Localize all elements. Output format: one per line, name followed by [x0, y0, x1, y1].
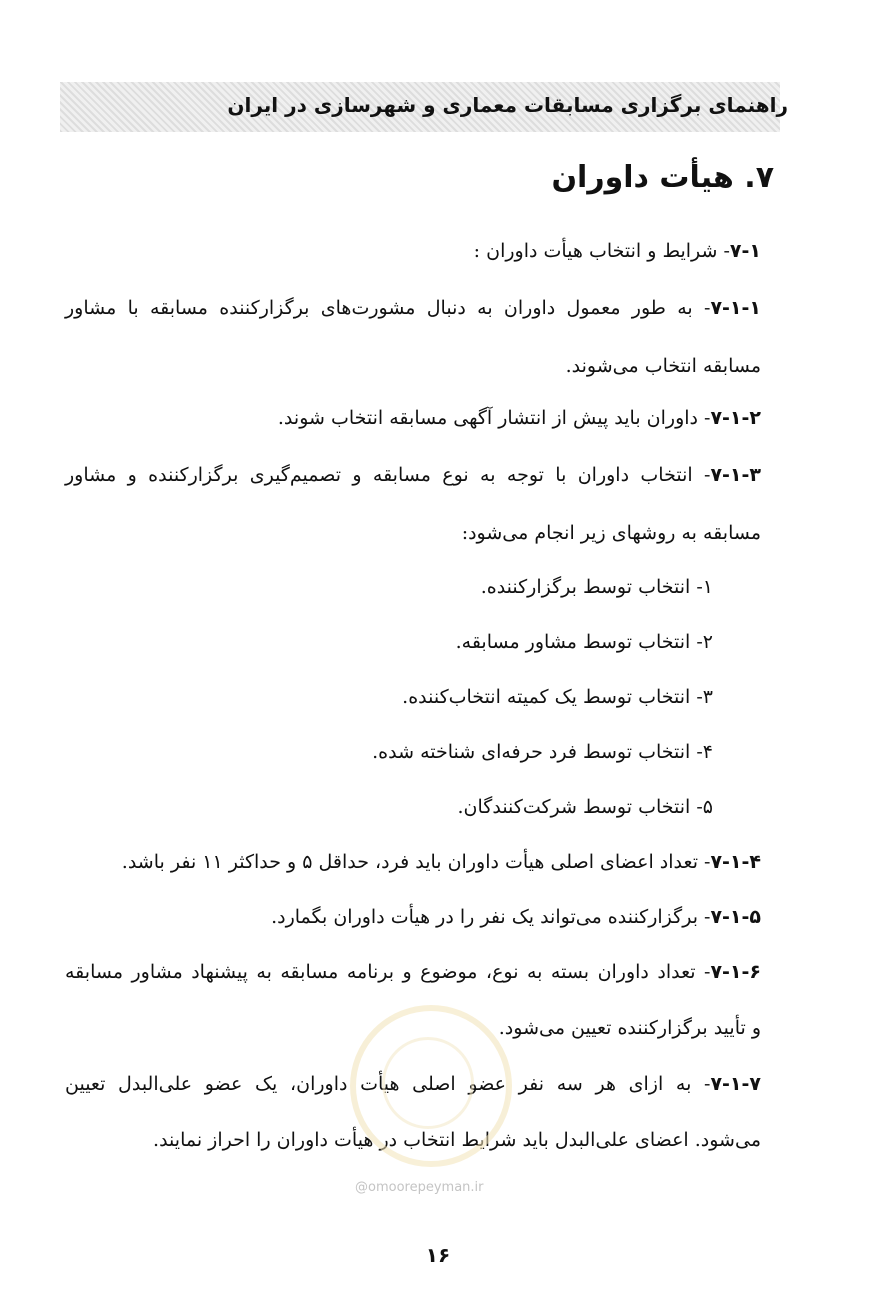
method-item: ۳- انتخاب توسط یک کمیته انتخاب‌کننده. [402, 686, 713, 708]
item-7-1-1-line1: ۷-۱-۱- به طور معمول داوران به دنبال مشورت‌های برگزارکننده مسابقه با مشاور [65, 297, 761, 319]
method-item: ۵- انتخاب توسط شرکت‌کنندگان. [457, 796, 713, 818]
watermark-url: @omoorepeyman.ir [355, 1180, 484, 1195]
method-item: ۱- انتخاب توسط برگزارکننده. [480, 576, 713, 598]
watermark-seal-icon [350, 1005, 512, 1167]
item-7-1-1-line2: مسابقه انتخاب می‌شوند. [565, 355, 761, 377]
chapter-title: ۷. هیأت داوران [551, 160, 774, 195]
page-number: ۱۶ [425, 1243, 451, 1267]
item-7-1-7-line1: ۷-۱-۷- به ازای هر سه نفر عضو اصلی هیأت داوران، یک عضو علی‌البدل تعیین [65, 1073, 761, 1095]
running-title: راهنمای برگزاری مسابقات معماری و شهرسازی در ایران [227, 93, 788, 117]
item-7-1-6-line2: و تأیید برگزارکننده تعیین می‌شود. [498, 1017, 761, 1039]
method-item: ۲- انتخاب توسط مشاور مسابقه. [455, 631, 713, 653]
item-7-1-4: ۷-۱-۴- تعداد اعضای اصلی هیأت داوران باید فرد، حداقل ۵ و حداکثر ۱۱ نفر باشد. [121, 851, 761, 873]
item-7-1-6-line1: ۷-۱-۶- تعداد داوران بسته به نوع، موضوع و برنامه مسابقه به پیشنهاد مشاور مسابقه [65, 961, 761, 983]
item-7-1-7-line2: می‌شود. اعضای علی‌البدل باید شرایط انتخاب در هیأت داوران را احراز نمایند. [153, 1129, 761, 1151]
section-heading: ۷-۱- شرایط و انتخاب هیأت داوران : [473, 240, 761, 262]
item-7-1-2: ۷-۱-۲- داوران باید پیش از انتشار آگهی مسابقه انتخاب شوند. [277, 407, 761, 429]
item-7-1-3-line1: ۷-۱-۳- انتخاب داوران با توجه به نوع مسابقه و تصمیم‌گیری برگزارکننده و مشاور [65, 464, 761, 486]
item-7-1-5: ۷-۱-۵- برگزارکننده می‌تواند یک نفر را در هیأت داوران بگمارد. [271, 906, 761, 928]
method-item: ۴- انتخاب توسط فرد حرفه‌ای شناخته شده. [372, 741, 713, 763]
item-7-1-3-line2: مسابقه به روشهای زیر انجام می‌شود: [461, 522, 761, 544]
